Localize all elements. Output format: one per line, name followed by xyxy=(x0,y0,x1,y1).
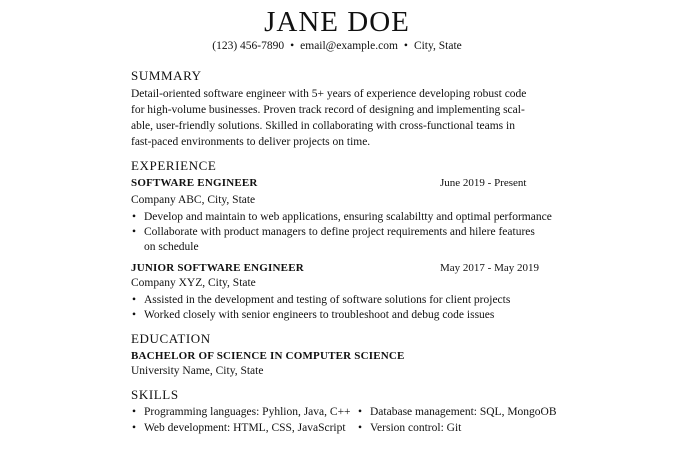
education-section xyxy=(131,331,551,379)
skills-heading: SKILLS xyxy=(131,387,179,402)
bullet-icon: • xyxy=(132,309,137,321)
list-item xyxy=(131,308,564,323)
skills-section xyxy=(131,387,557,437)
job-bullets xyxy=(131,293,551,323)
bullet-text: Develop and maintain to web applications, ensuring scalabiltty and optimal performance xyxy=(144,211,552,223)
list-item xyxy=(357,421,461,436)
email-address: email@example.com xyxy=(300,40,398,52)
job-dates: May 2017 - May 2019 xyxy=(440,262,539,274)
bullet-icon: • xyxy=(132,211,137,223)
list-item xyxy=(131,225,549,255)
bullet-text: Collaborate with product managers to define project requirements and hilere features on schedule xyxy=(144,226,535,253)
list-item xyxy=(131,405,351,420)
list-item xyxy=(131,421,346,436)
contact-line xyxy=(0,39,674,53)
experience-section xyxy=(131,158,551,323)
job-company: Company XYZ, City, State xyxy=(131,277,256,289)
summary-heading: SUMMARY xyxy=(131,68,202,83)
bullet-icon: • xyxy=(132,422,137,434)
job-entry xyxy=(131,261,551,323)
school-name: University Name, City, State xyxy=(131,365,264,377)
job-header xyxy=(131,176,551,191)
job-title: SOFTWARE ENGINEER xyxy=(131,177,258,189)
phone-number: (123) 456-7890 xyxy=(212,40,285,52)
education-heading: EDUCATION xyxy=(131,331,211,346)
bullet-icon: • xyxy=(132,226,137,238)
contact-separator: • xyxy=(403,40,408,52)
list-item xyxy=(357,405,557,420)
skill-text: Version control: Git xyxy=(370,422,462,434)
bullet-text: Worked closely with senior engineers to troubleshoot and debug code issues xyxy=(144,309,495,321)
bullet-icon: • xyxy=(132,406,137,418)
bullet-icon: • xyxy=(132,294,137,306)
job-title: JUNIOR SOFTWARE ENGINEER xyxy=(131,262,304,274)
job-dates: June 2019 - Present xyxy=(440,177,527,189)
skill-text: Web development: HTML, CSS, JavaScript xyxy=(144,422,346,434)
degree-header xyxy=(131,349,551,364)
skills-grid xyxy=(131,405,557,437)
bullet-text: Assisted in the development and testing of software solutions for client projects xyxy=(144,294,511,306)
degree-title: BACHELOR OF SCIENCE IN COMPUTER SCIENCE xyxy=(131,350,405,362)
job-company: Company ABC, City, State xyxy=(131,194,256,206)
list-item xyxy=(131,293,564,308)
job-bullets xyxy=(131,210,551,255)
location: City, State xyxy=(413,40,462,52)
bullet-icon: • xyxy=(358,422,363,434)
job-entry xyxy=(131,176,551,255)
summary-section xyxy=(131,68,551,158)
job-header xyxy=(131,261,551,276)
bullet-icon: • xyxy=(358,406,363,418)
contact-separator: • xyxy=(290,40,295,52)
summary-text: Detail-oriented software engineer with 5+ years of experience developing robust code for high-volume businesses. Proven track record of designing and implementing scal-able, user-friendly solutions. Skilled in collaborating with cross-functional teams in fast-paced environments to deliver projects on time. xyxy=(131,88,527,148)
experience-heading: EXPERIENCE xyxy=(131,158,217,173)
list-item xyxy=(131,210,564,225)
skill-text: Database management: SQL, MongoOB xyxy=(370,406,557,418)
resume-content xyxy=(131,68,557,437)
candidate-name: JANE DOE xyxy=(264,6,410,38)
skill-text: Programming languages: Pyhlion, Java, C++ xyxy=(144,406,351,418)
